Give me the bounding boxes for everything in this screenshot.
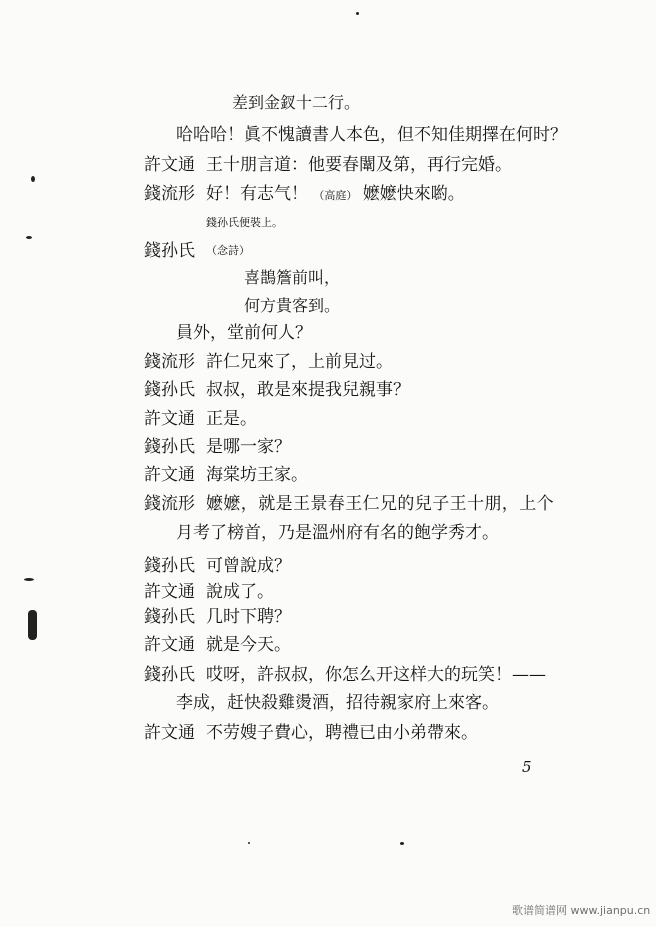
dialogue-continuation: 月考了榜首，乃是溫州府有名的飽学秀才。 bbox=[176, 523, 499, 543]
stage-direction: 錢孙氏便裝上。 bbox=[206, 216, 283, 229]
speaker-name: 錢孙氏 bbox=[144, 380, 195, 400]
speaker-name: 錢孙氏 bbox=[144, 607, 195, 627]
dialogue-line: 是哪一家？ bbox=[206, 437, 291, 457]
stage-aside: （念詩） bbox=[206, 244, 250, 257]
dialogue-line bbox=[206, 183, 465, 207]
poem-line-2: 何方貴客到。 bbox=[244, 296, 341, 315]
speaker-name: 錢流形 bbox=[144, 184, 195, 204]
speaker-name: 許文通 bbox=[144, 465, 195, 485]
dialogue-line: 說成了。 bbox=[206, 582, 274, 602]
dialogue-line: 可曾說成？ bbox=[206, 556, 291, 576]
scan-speck bbox=[356, 12, 359, 15]
scan-speck bbox=[31, 176, 35, 182]
page-number: 5 bbox=[522, 758, 532, 776]
dialogue-segment: 好！有志气！ bbox=[206, 184, 308, 204]
scan-speck bbox=[248, 842, 250, 844]
speaker-name: 許文通 bbox=[144, 635, 195, 655]
binding-mark bbox=[28, 610, 37, 640]
dialogue-line: 嬷嬷，就是王景春王仁兄的兒子王十朋，上个 bbox=[206, 494, 554, 514]
dialogue-continuation: 員外，堂前何人？ bbox=[176, 323, 312, 343]
speaker-name: 錢孙氏 bbox=[144, 556, 195, 576]
text-line-1: 差到金釵十二行。 bbox=[232, 93, 361, 112]
watermark: 歌谱简谱网 www.jianpu.cn bbox=[512, 904, 651, 917]
text-line-2: 哈哈哈！眞不愧讀書人本色，但不知佳期擇在何时？ bbox=[176, 125, 567, 145]
dialogue-line: 不劳嫂子費心，聘禮已由小弟帶來。 bbox=[206, 723, 478, 743]
speaker-name: 許文通 bbox=[144, 582, 195, 602]
scan-speck bbox=[26, 236, 32, 239]
scan-speck bbox=[24, 578, 34, 581]
poem-line-1: 喜鵲簷前叫， bbox=[244, 268, 341, 287]
speaker-name: 許文通 bbox=[144, 723, 195, 743]
speaker-name: 許文通 bbox=[144, 155, 195, 175]
speaker-name: 錢流形 bbox=[144, 352, 195, 372]
dialogue-line: 叔叔，敢是來提我兒親事？ bbox=[206, 380, 410, 400]
speaker-name: 錢孙氏 bbox=[144, 665, 195, 685]
dialogue-line: 几时下聘？ bbox=[206, 607, 291, 627]
speaker-name: 錢流形 bbox=[144, 494, 195, 514]
dialogue-line: 王十朋言道：他要春闈及第，再行完婚。 bbox=[206, 155, 512, 175]
dialogue-line: 許仁兄來了，上前見过。 bbox=[206, 352, 393, 372]
dialogue-line: 海棠坊王家。 bbox=[206, 465, 308, 485]
scan-speck bbox=[400, 842, 404, 845]
dialogue-line: 正是。 bbox=[206, 409, 257, 429]
dialogue-line: 就是今天。 bbox=[206, 635, 291, 655]
dialogue-continuation: 李成，赶快殺雞燙酒，招待親家府上來客。 bbox=[176, 693, 499, 713]
stage-aside: （高庭） bbox=[313, 189, 358, 202]
speaker-name: 許文通 bbox=[144, 409, 195, 429]
dialogue-line: 哎呀，許叔叔，你怎么开这样大的玩笑！—— bbox=[206, 665, 546, 685]
speaker-name: 錢孙氏 bbox=[144, 437, 195, 457]
dialogue-segment: 嬷嬷快來喲。 bbox=[362, 184, 465, 204]
speaker-name: 錢孙氏 bbox=[144, 241, 195, 261]
